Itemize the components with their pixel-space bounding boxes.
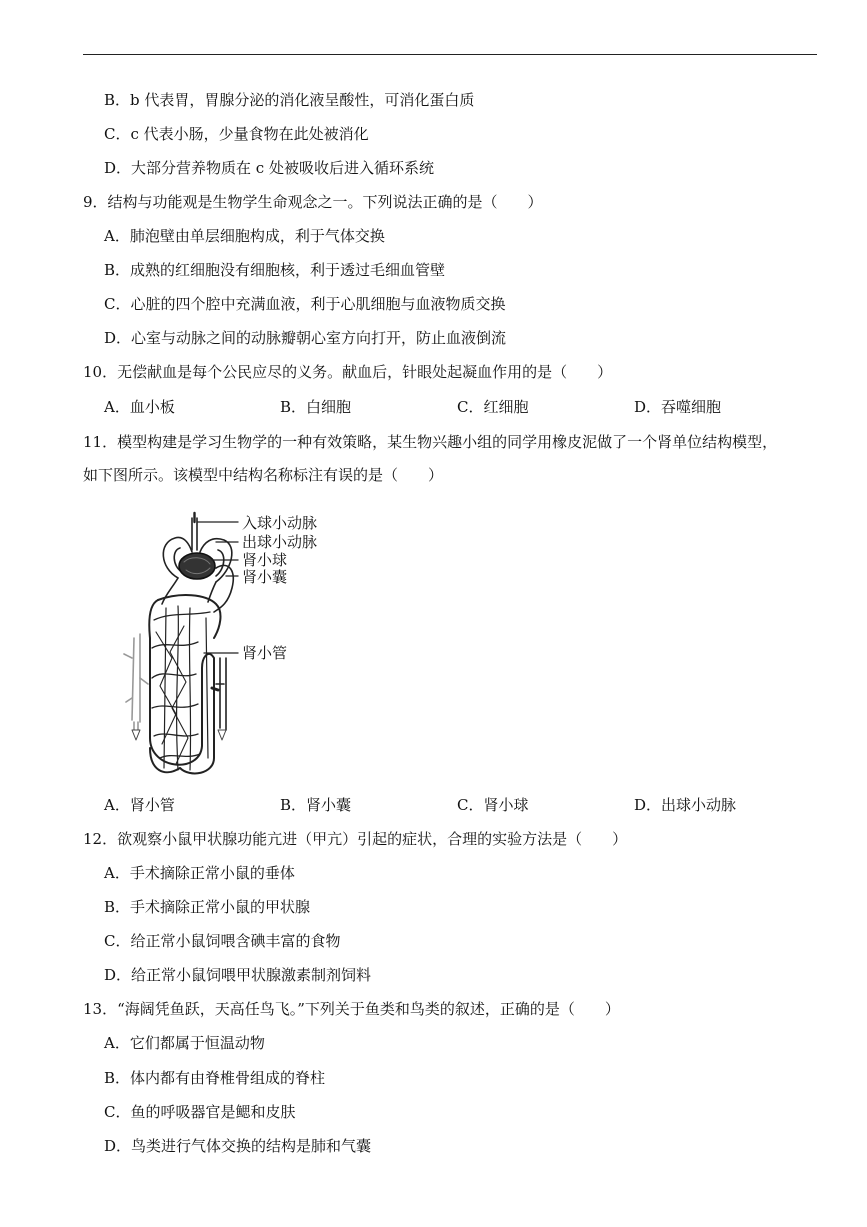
q9-option-b: B．成熟的红细胞没有细胞核，利于透过毛细血管壁 bbox=[104, 261, 446, 279]
q9-option-a: A．肺泡壁由单层细胞构成，利于气体交换 bbox=[104, 227, 385, 245]
q10-option-d: D．吞噬细胞 bbox=[634, 398, 722, 416]
prev-option-d: D．大部分营养物质在 c 处被吸收后进入循环系统 bbox=[104, 159, 434, 177]
header-rule bbox=[83, 54, 817, 55]
q11-option-b: B．肾小囊 bbox=[280, 796, 352, 814]
label-afferent-arteriole: 入球小动脉 bbox=[242, 514, 318, 532]
q10-stem: 10．无偿献血是每个公民应尽的义务。献血后，针眼处起凝血作用的是（ ） bbox=[83, 363, 613, 381]
q12-option-b: B．手术摘除正常小鼠的甲状腺 bbox=[104, 898, 311, 916]
q12-option-d: D．给正常小鼠饲喂甲状腺激素制剂饲料 bbox=[104, 966, 372, 984]
label-bowmans-capsule: 肾小囊 bbox=[242, 568, 288, 586]
q12-stem: 12．欲观察小鼠甲状腺功能亢进（甲亢）引起的症状，合理的实验方法是（ ） bbox=[83, 830, 628, 848]
q12-option-c: C．给正常小鼠饲喂含碘丰富的食物 bbox=[104, 932, 341, 950]
q10-option-b: B．白细胞 bbox=[280, 398, 352, 416]
q11-option-a: A．肾小管 bbox=[104, 796, 175, 814]
q10-option-c: C．红细胞 bbox=[457, 398, 529, 416]
label-efferent-arteriole: 出球小动脉 bbox=[242, 533, 318, 551]
q11-stem-line1: 11．模型构建是学习生物学的一种有效策略，某生物兴趣小组的同学用橡皮泥做了一个肾单位结构模型， bbox=[83, 433, 778, 451]
nephron-model-figure bbox=[120, 508, 320, 783]
q9-option-d: D．心室与动脉之间的动脉瓣朝心室方向打开，防止血液倒流 bbox=[104, 329, 507, 347]
q10-option-a: A．血小板 bbox=[104, 398, 175, 416]
q13-option-d: D．鸟类进行气体交换的结构是肺和气囊 bbox=[104, 1137, 372, 1155]
q11-option-d: D．出球小动脉 bbox=[634, 796, 737, 814]
q13-stem: 13．“海阔凭鱼跃，天高任鸟飞。”下列关于鱼类和鸟类的叙述，正确的是（ ） bbox=[83, 1000, 620, 1018]
q11-option-c: C．肾小球 bbox=[457, 796, 529, 814]
q9-stem: 9．结构与功能观是生物学生命观念之一。下列说法正确的是（ ） bbox=[83, 193, 543, 211]
prev-option-b: B．b 代表胃，胃腺分泌的消化液呈酸性，可消化蛋白质 bbox=[104, 91, 475, 109]
label-glomerulus: 肾小球 bbox=[242, 551, 288, 569]
q13-option-b: B．体内都有由脊椎骨组成的脊柱 bbox=[104, 1069, 326, 1087]
label-renal-tubule: 肾小管 bbox=[242, 644, 288, 662]
q13-option-c: C．鱼的呼吸器官是鳃和皮肤 bbox=[104, 1103, 296, 1121]
q11-stem-line2: 如下图所示。该模型中结构名称标注有误的是（ ） bbox=[83, 466, 444, 484]
prev-option-c: C．c 代表小肠，少量食物在此处被消化 bbox=[104, 125, 369, 143]
q9-option-c: C．心脏的四个腔中充满血液，利于心肌细胞与血液物质交换 bbox=[104, 295, 506, 313]
q13-option-a: A．它们都属于恒温动物 bbox=[104, 1034, 265, 1052]
q12-option-a: A．手术摘除正常小鼠的垂体 bbox=[104, 864, 295, 882]
